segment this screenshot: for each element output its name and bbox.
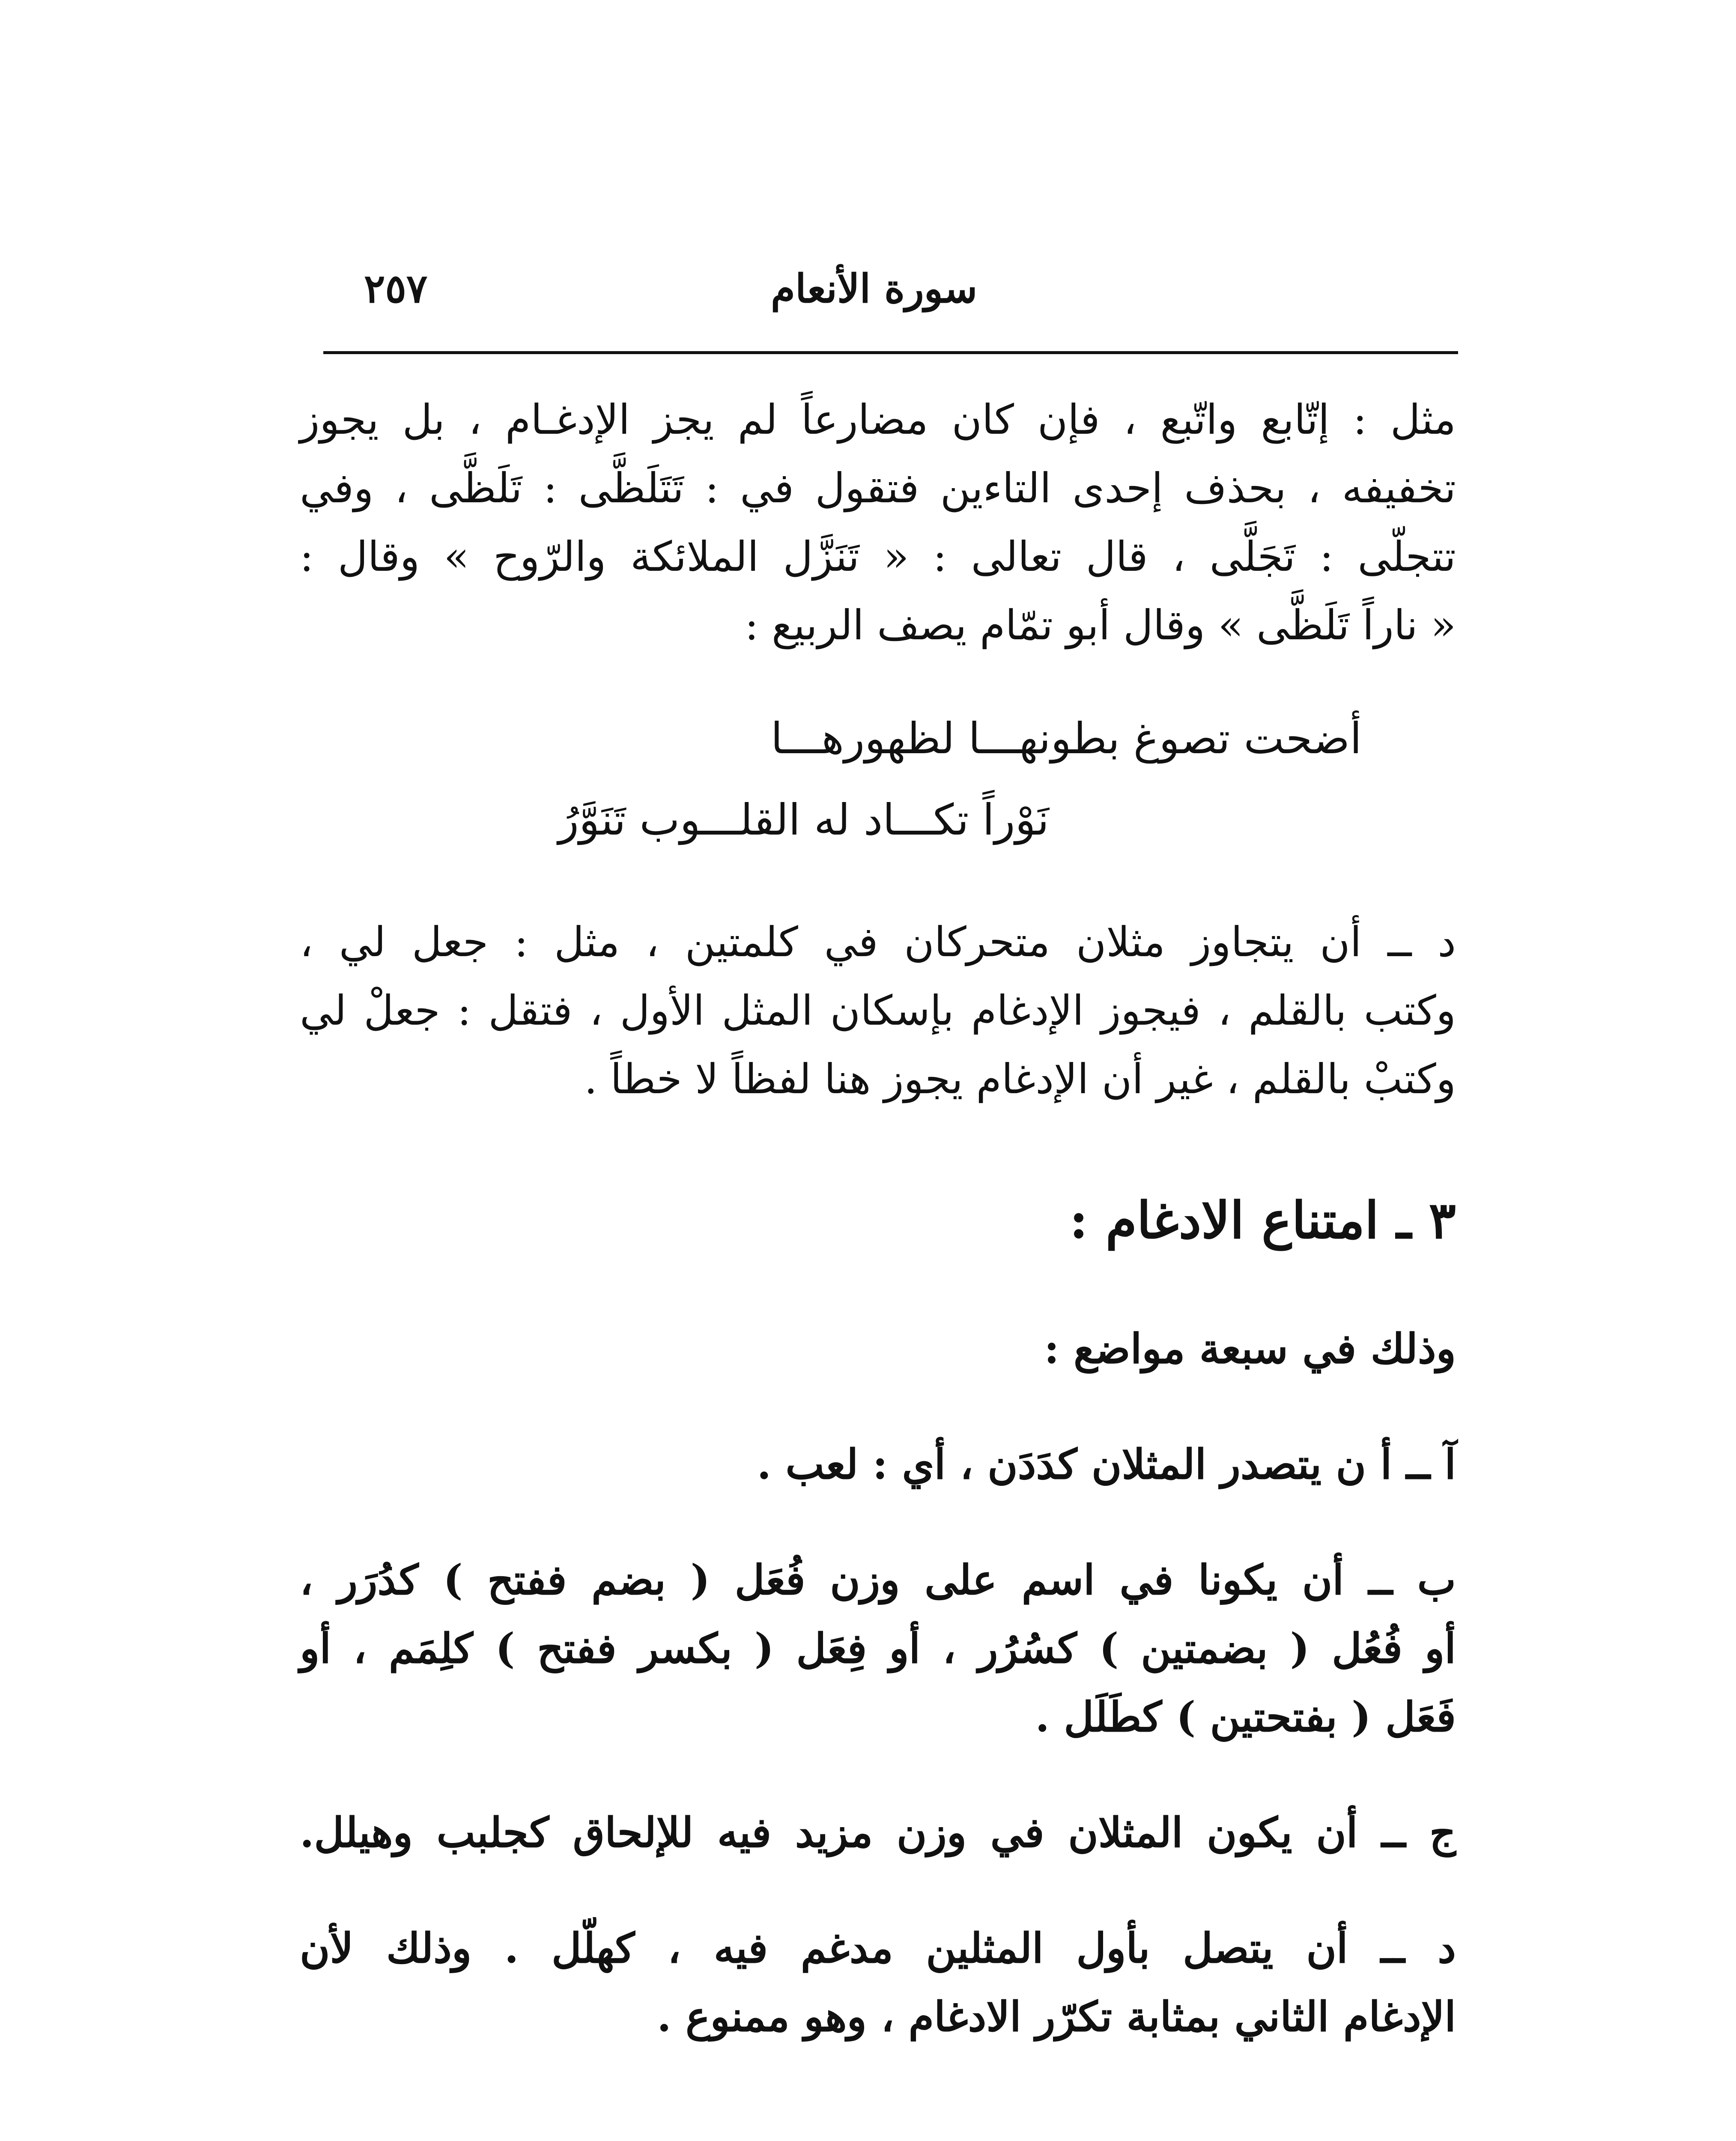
section-heading: ٣ ـ امتناع الادغام : (1069, 1190, 1456, 1250)
running-title: سورة الأنعام (771, 265, 978, 312)
text-line: د ــ أن يتصل بأول المثلين مدغم فيه ، كهلّل . وذلك لأن (300, 1924, 1456, 1972)
text-line: ب ــ أن يكونا في اسم على وزن فُعَل ( بضم ففتح ) كدُرَر ، (300, 1556, 1456, 1604)
list-item-d (300, 1914, 1456, 2051)
paragraph-1 (300, 385, 1456, 659)
text-line: د ــ أن يتجاوز مثلان متحركان في كلمتين ، مثل : جعل لي ، (300, 918, 1456, 966)
text-line: « ناراً تَلَظَّى » وقال أبو تمّام يصف الربيع : (745, 601, 1456, 649)
header-rule (323, 351, 1458, 354)
page-header (317, 257, 1465, 325)
text-line: تخفيفه ، بحذف إحدى التاءين فتقول في : تَتَلَظَّى : تَلَظَّى ، وفي (300, 464, 1456, 512)
text-line: مثل : إتّابع واتّبع ، فإن كان مضارعاً لم يجز الإدغـام ، بل يجوز (300, 396, 1456, 444)
list-item-a: آ ــ أ ن يتصدر المثلان كدَدَن ، أي : لعب . (757, 1440, 1456, 1488)
poem (300, 698, 1456, 861)
poem-verse-1: أضحت تصوغ بطونهـــا لظهورهـــا (770, 713, 1362, 763)
text-line: الإدغام الثاني بمثابة تكرّر الادغام ، وهو ممنوع . (657, 1992, 1456, 2041)
text-line: فَعَل ( بفتحتين ) كطَلَل . (1035, 1693, 1456, 1741)
text-line: وكتبْ بالقلم ، غير أن الإدغام يجوز هنا لفظاً لا خطاً . (584, 1055, 1456, 1103)
paragraph-2 (300, 908, 1456, 1113)
list-item-b (300, 1546, 1456, 1751)
text-line: أو فُعُل ( بضمتين ) كسُرُر ، أو فِعَل ( بكسر ففتح ) كلِمَم ، أو (300, 1624, 1456, 1673)
list-item-c: ج ــ أن يكون المثلان في وزن مزيد فيه للإلحاق كجلبب وهيلل. (300, 1808, 1456, 1857)
text-line: وكتب بالقلم ، فيجوز الإدغام بإسكان المثل الأول ، فتقل : جعلْ لي (300, 987, 1456, 1035)
page-number: ٢٥٧ (364, 265, 428, 312)
poem-verse-2: نَوْراً تكـــاد له القلـــوب تَنَوَّرُ (558, 795, 1049, 845)
page-body (300, 385, 1456, 2051)
section-intro: وذلك في سبعة مواضع : (1044, 1324, 1456, 1373)
text-line: تتجلّى : تَجَلَّى ، قال تعالى : « تَنَزَّل الملائكة والرّوح » وقال : (300, 533, 1456, 581)
